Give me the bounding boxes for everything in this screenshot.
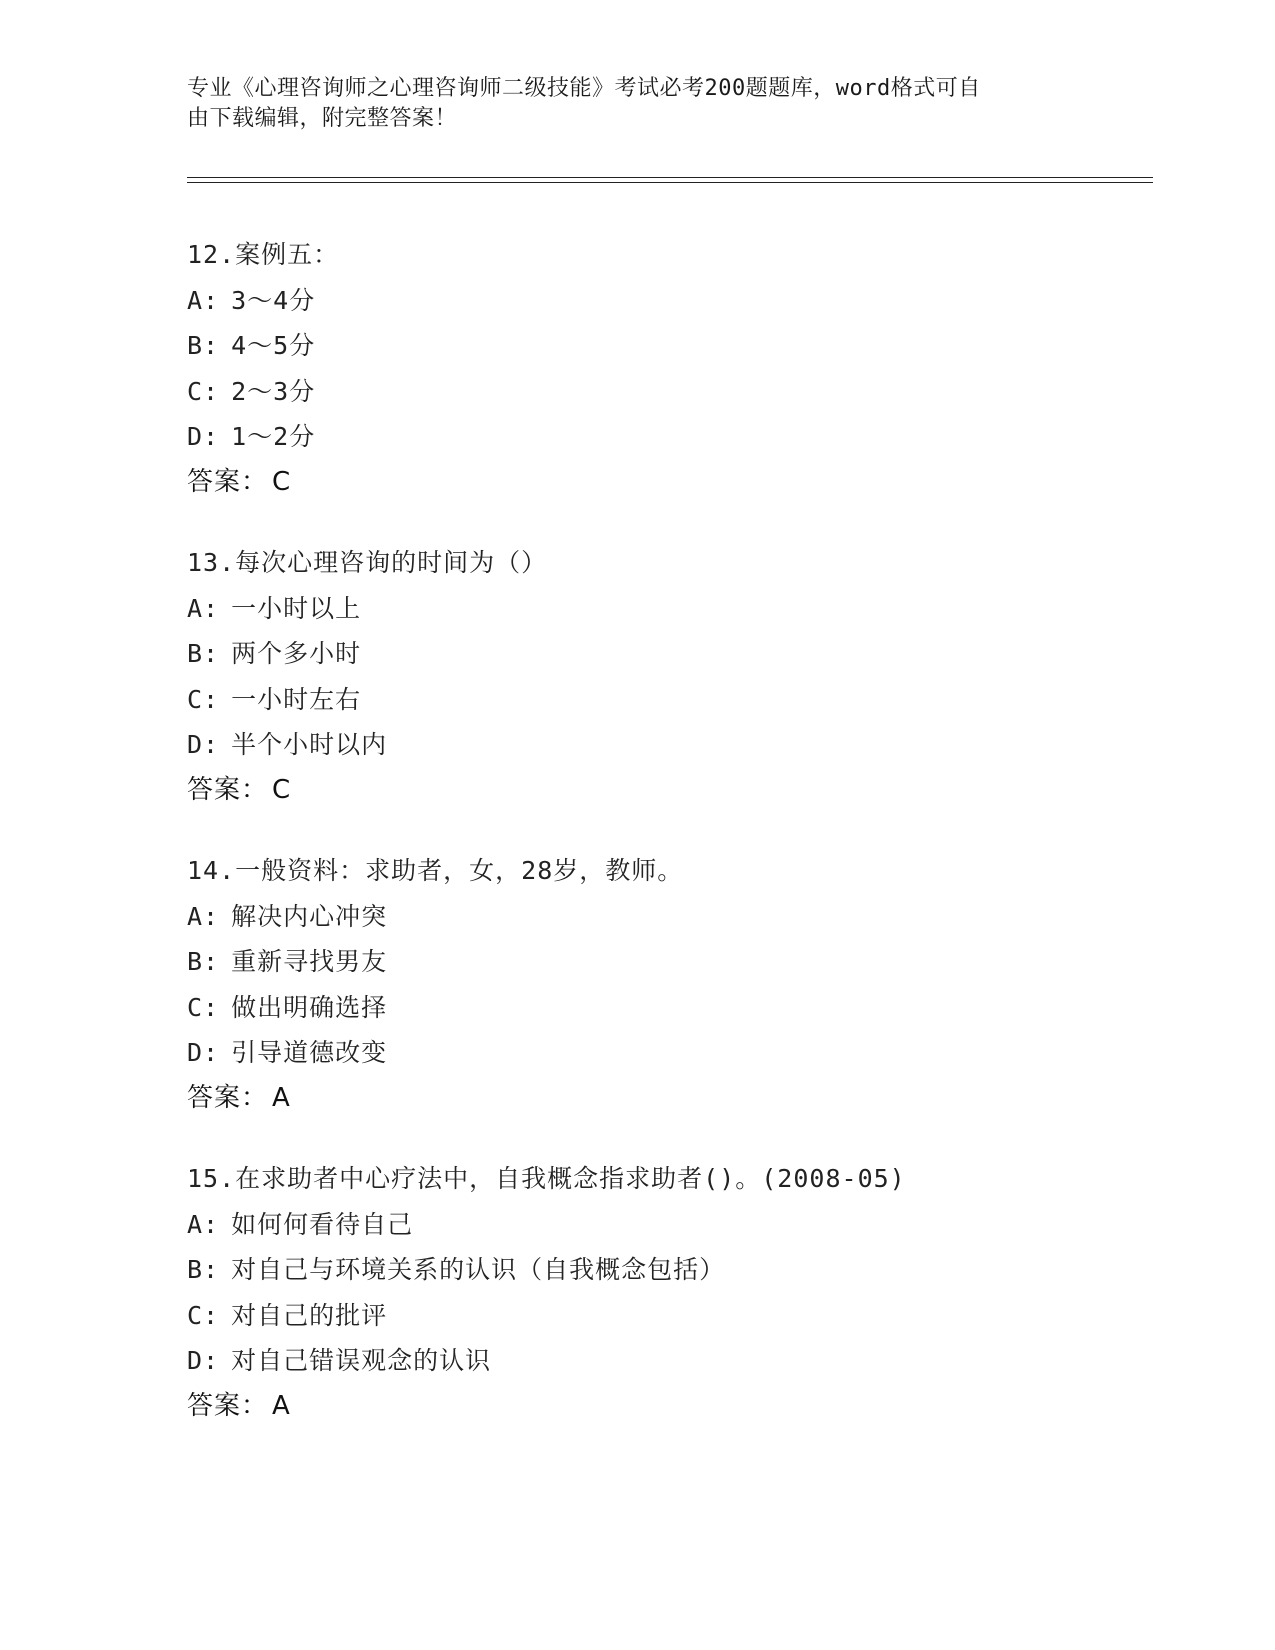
option-text: 做出明确选择 (231, 992, 388, 1022)
answer-value: A (272, 1390, 291, 1421)
option-text: 1～2分 (231, 422, 316, 451)
answer-line (187, 460, 1187, 506)
option-letter: A: (187, 901, 220, 931)
option-a (187, 278, 1187, 324)
option-letter: D: (187, 1346, 220, 1375)
option-text: 重新寻找男友 (231, 947, 388, 976)
answer-label: 答案： (187, 774, 269, 805)
answer-value: C (272, 466, 292, 497)
option-b (187, 323, 1187, 369)
answer-label: 答案： (187, 1082, 269, 1113)
option-d (187, 414, 1187, 460)
option-text: 两个多小时 (231, 639, 362, 668)
option-a (187, 586, 1187, 632)
question-item (187, 848, 1187, 1121)
option-letter: C: (187, 992, 220, 1022)
option-text: 4～5分 (231, 331, 316, 360)
option-d (187, 1030, 1187, 1076)
answer-label: 答案： (187, 1390, 269, 1421)
option-letter: A: (187, 285, 220, 315)
option-text: 一小时左右 (231, 684, 362, 714)
answer-line (187, 768, 1187, 814)
header-line-1: 专业《心理咨询师之心理咨询师二级技能》考试必考200题题库，word格式可自 (187, 76, 981, 101)
option-c (187, 1293, 1187, 1339)
question-list (187, 232, 1187, 1464)
option-text: 半个小时以内 (231, 730, 388, 759)
option-c (187, 369, 1187, 415)
option-letter: A: (187, 593, 220, 623)
option-letter: C: (187, 684, 220, 714)
answer-value: C (272, 774, 292, 805)
header-divider-bottom (187, 182, 1153, 183)
option-text: 解决内心冲突 (231, 901, 388, 931)
option-text: 如何何看待自己 (231, 1209, 414, 1239)
option-text: 对自己的批评 (231, 1300, 388, 1330)
option-b (187, 631, 1187, 677)
answer-label: 答案： (187, 466, 269, 497)
option-letter: A: (187, 1209, 220, 1239)
option-text: 引导道德改变 (231, 1038, 388, 1067)
option-letter: B: (187, 331, 220, 360)
option-text: 2～3分 (231, 376, 316, 406)
question-stem: 14.一般资料：求助者，女，28岁，教师。 (187, 856, 684, 885)
option-a (187, 1202, 1187, 1248)
question-item (187, 1156, 1187, 1429)
option-letter: D: (187, 422, 220, 451)
answer-line (187, 1076, 1187, 1122)
document-header (187, 74, 1067, 134)
answer-line (187, 1384, 1187, 1430)
option-a (187, 894, 1187, 940)
option-c (187, 677, 1187, 723)
option-text: 3～4分 (231, 285, 316, 315)
option-text: 一小时以上 (231, 593, 362, 623)
option-d (187, 1338, 1187, 1384)
option-letter: D: (187, 1038, 220, 1067)
question-stem: 13.每次心理咨询的时间为（） (187, 548, 548, 577)
option-b (187, 1247, 1187, 1293)
option-letter: C: (187, 1300, 220, 1330)
option-letter: B: (187, 639, 220, 668)
option-c (187, 985, 1187, 1031)
question-stem: 15.在求助者中心疗法中，自我概念指求助者()。(2008-05) (187, 1164, 906, 1193)
question-stem: 12.案例五： (187, 240, 340, 269)
header-line-2: 由下载编辑，附完整答案！ (187, 106, 458, 131)
question-item (187, 232, 1187, 505)
question-item (187, 540, 1187, 813)
option-letter: D: (187, 730, 220, 759)
option-b (187, 939, 1187, 985)
option-letter: B: (187, 947, 220, 976)
option-letter: C: (187, 376, 220, 406)
option-d (187, 722, 1187, 768)
option-text: 对自己错误观念的认识 (231, 1346, 492, 1375)
header-divider-top (187, 177, 1153, 178)
option-letter: B: (187, 1255, 220, 1284)
option-text: 对自己与环境关系的认识（自我概念包括） (231, 1255, 726, 1284)
answer-value: A (272, 1082, 291, 1113)
